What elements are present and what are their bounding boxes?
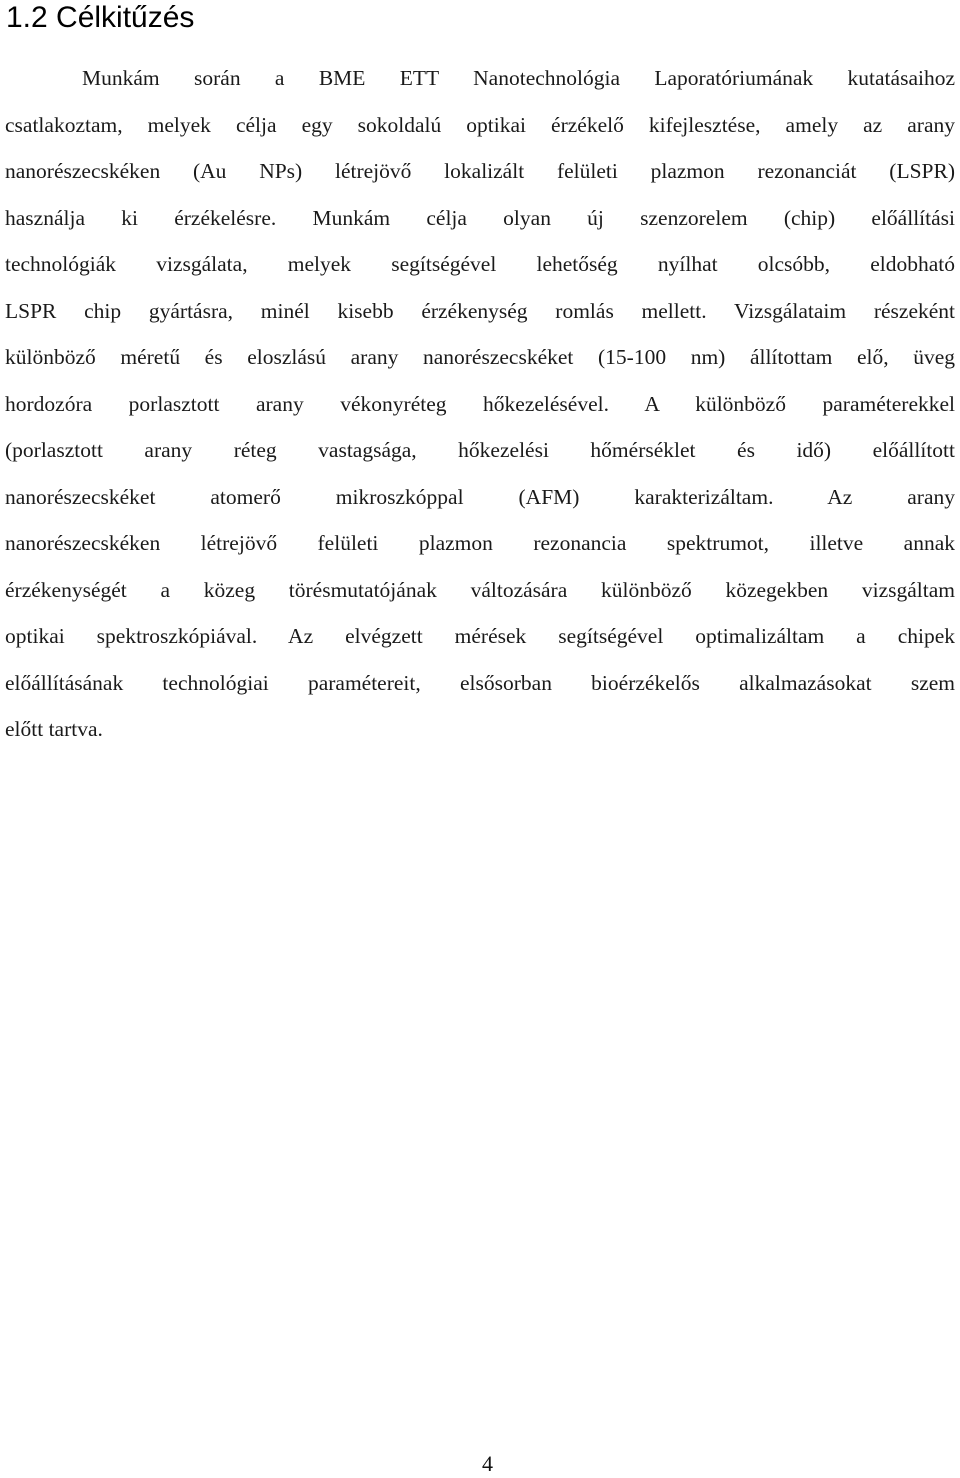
paragraph-line: hordozóra porlasztott arany vékonyréteg hőkezelésével. A különböző paraméterekkel — [5, 391, 955, 416]
paragraph-line: nanorészecskéken létrejövő felületi plazmon rezonancia spektrumot, illetve annak — [5, 531, 955, 555]
paragraph-line: (porlasztott arany réteg vastagsága, hőkezelési hőmérséklet és idő) előállított — [5, 438, 955, 462]
paragraph-line: Munkám során a BME ETT Nanotechnológia Laporatóriumának kutatásaihoz — [82, 66, 955, 90]
section-heading: 1.2 Célkitűzés — [6, 1, 195, 34]
paragraph-line: csatlakoztam, melyek célja egy sokoldalú optikai érzékelő kifejlesztése, amely az arany — [5, 112, 955, 137]
paragraph-line: előállításának technológiai paramétereit, elsősorban bioérzékelős alkalmazásokat szem — [5, 670, 955, 695]
paragraph-line: érzékenységét a közeg törésmutatójának változására különböző közegekben vizsgáltam — [5, 577, 955, 602]
paragraph-line: technológiák vizsgálata, melyek segítségével lehetőség nyílhat olcsóbb, eldobható — [5, 252, 955, 276]
body-paragraph — [5, 55, 955, 753]
page-number: 4 — [482, 1451, 493, 1476]
paragraph-line: optikai spektroszkópiával. Az elvégzett mérések segítségével optimalizáltam a chipek — [5, 624, 955, 648]
paragraph-line: előtt tartva. — [5, 717, 103, 741]
paragraph-line: különböző méretű és eloszlású arany nanorészecskéket (15-100 nm) állítottam elő, üveg — [5, 345, 955, 369]
paragraph-line: használja ki érzékelésre. Munkám célja olyan új szenzorelem (chip) előállítási — [5, 205, 955, 230]
paragraph-line: nanorészecskéken (Au NPs) létrejövő lokalizált felületi plazmon rezonanciát (LSPR) — [5, 159, 955, 183]
paragraph-line: LSPR chip gyártásra, minél kisebb érzékenység romlás mellett. Vizsgálataim részeként — [5, 298, 955, 323]
paragraph-line: nanorészecskéket atomerő mikroszkóppal (AFM) karakterizáltam. Az arany — [5, 484, 955, 509]
